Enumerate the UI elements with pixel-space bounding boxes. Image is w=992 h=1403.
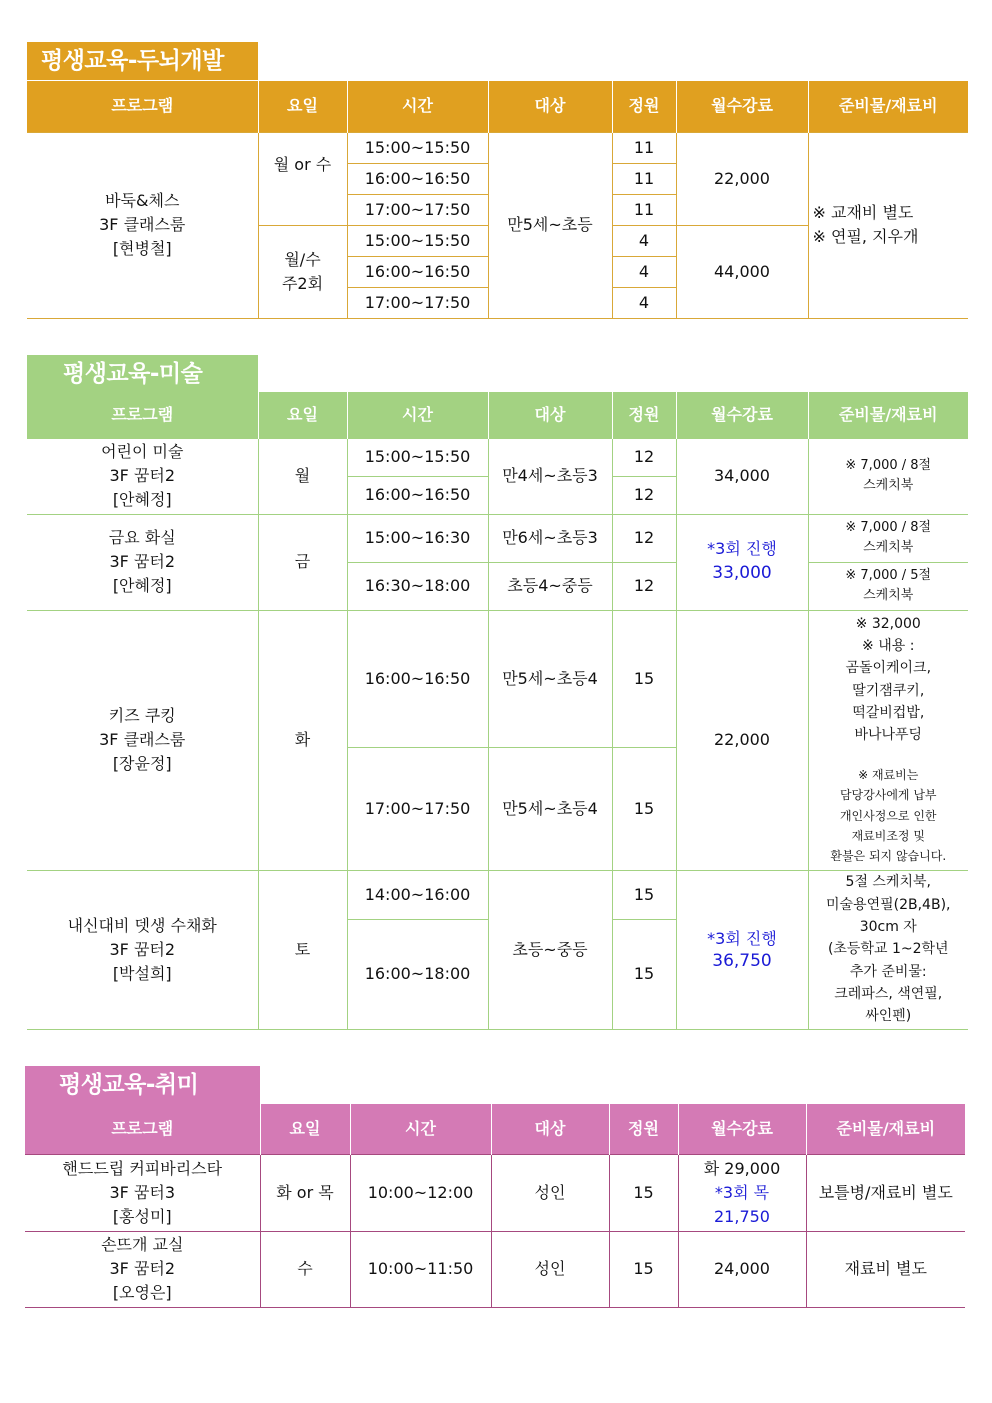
capacity-cell: 15 xyxy=(612,870,676,919)
section-title-hobby: 평생교육-취미 xyxy=(25,1066,260,1104)
capacity-cell: 15 xyxy=(609,1154,678,1231)
capacity-cell: 4 xyxy=(612,287,676,318)
fee-cell: 22,000 xyxy=(676,132,808,225)
time-cell: 16:00~16:50 xyxy=(347,256,488,287)
capacity-cell: 15 xyxy=(609,1231,678,1307)
target-cell: 성인 xyxy=(491,1154,609,1231)
capacity-cell: 11 xyxy=(612,163,676,194)
time-cell: 16:30~18:00 xyxy=(347,562,488,610)
table-header xyxy=(27,81,968,132)
brain-table xyxy=(27,81,968,319)
capacity-cell: 12 xyxy=(612,562,676,610)
target-cell: 초등4~중등 xyxy=(488,562,612,610)
target-cell: 만4세~초등3 xyxy=(488,438,612,514)
table-row xyxy=(25,1154,965,1231)
program-name: 키즈 쿠킹 3F 클래스룸 [장윤정] xyxy=(27,610,258,870)
header-time: 시간 xyxy=(350,1104,491,1154)
header-materials: 준비물/재료비 xyxy=(808,81,968,132)
section-title-art: 평생교육-미술 xyxy=(27,355,258,393)
header-fee: 월수강료 xyxy=(676,81,808,132)
table-row xyxy=(27,132,968,163)
target-cell: 성인 xyxy=(491,1231,609,1307)
day-cell: 월 or 수 xyxy=(258,132,347,225)
fee-line-2: *3회 목 xyxy=(714,1182,770,1202)
table-row xyxy=(27,870,968,919)
materials-cell: ※ 7,000 / 5절 스케치북 xyxy=(808,562,968,610)
capacity-cell: 15 xyxy=(612,747,676,870)
header-day: 요일 xyxy=(260,1104,350,1154)
header-target: 대상 xyxy=(488,392,612,438)
art-table xyxy=(27,392,968,1030)
table-header xyxy=(27,392,968,438)
materials-cell: 5절 스케치북, 미술용연필(2B,4B), 30cm 자 (초등학교 1~2학년 추가 준비물: 크레파스, 색연필, 싸인펜) xyxy=(808,870,968,1029)
day-cell: 화 or 목 xyxy=(260,1154,350,1231)
time-cell: 15:00~15:50 xyxy=(347,225,488,256)
program-name: 금요 화실 3F 꿈터2 [안혜정] xyxy=(27,514,258,610)
fee-value: 33,000 xyxy=(712,563,772,584)
fee-cell xyxy=(676,514,808,610)
fee-cell: 44,000 xyxy=(676,225,808,318)
time-cell: 16:00~16:50 xyxy=(347,476,488,514)
day-cell: 월/수 주2회 xyxy=(258,225,347,318)
target-cell: 초등~중등 xyxy=(488,870,612,1029)
header-capacity: 정원 xyxy=(609,1104,678,1154)
day-cell: 수 xyxy=(260,1231,350,1307)
header-materials: 준비물/재료비 xyxy=(806,1104,965,1154)
materials-cell: 보틀병/재료비 별도 xyxy=(806,1154,965,1231)
materials-cell xyxy=(808,610,968,870)
program-name: 바둑&체스 3F 클래스룸 [현병철] xyxy=(27,132,258,318)
time-cell: 17:00~17:50 xyxy=(347,287,488,318)
time-cell: 15:00~15:50 xyxy=(347,132,488,163)
day-cell: 토 xyxy=(258,870,347,1029)
time-cell: 15:00~15:50 xyxy=(347,438,488,476)
capacity-cell: 15 xyxy=(612,610,676,747)
fee-cell: 24,000 xyxy=(678,1231,806,1307)
capacity-cell: 12 xyxy=(612,476,676,514)
materials-cell: ※ 7,000 / 8절 스케치북 xyxy=(808,438,968,514)
target-cell: 만5세~초등 xyxy=(488,132,612,318)
time-cell: 16:00~16:50 xyxy=(347,610,488,747)
day-cell: 화 xyxy=(258,610,347,870)
materials-main: ※ 32,000 ※ 내용 : 곰돌이케이크, 딸기잼쿠키, 떡갈비컵밥, 바나나푸딩 xyxy=(845,615,932,744)
capacity-cell: 4 xyxy=(612,225,676,256)
table-row xyxy=(27,514,968,562)
materials-cell: ※ 교재비 별도 ※ 연필, 지우개 xyxy=(808,132,968,318)
header-day: 요일 xyxy=(258,81,347,132)
materials-cell: 재료비 별도 xyxy=(806,1231,965,1307)
capacity-cell: 12 xyxy=(612,438,676,476)
header-fee: 월수강료 xyxy=(676,392,808,438)
program-name: 내신대비 뎃생 수채화 3F 꿈터2 [박설희] xyxy=(27,870,258,1029)
materials-cell: ※ 7,000 / 8절 스케치북 xyxy=(808,514,968,562)
fee-value: 36,750 xyxy=(712,951,772,972)
time-cell: 17:00~17:50 xyxy=(347,194,488,225)
fee-line-3: 21,750 xyxy=(714,1206,770,1226)
capacity-cell: 12 xyxy=(612,514,676,562)
header-program: 프로그램 xyxy=(27,81,258,132)
fee-cell: 34,000 xyxy=(676,438,808,514)
header-target: 대상 xyxy=(491,1104,609,1154)
header-capacity: 정원 xyxy=(612,392,676,438)
time-cell: 14:00~16:00 xyxy=(347,870,488,919)
capacity-cell: 11 xyxy=(612,194,676,225)
capacity-cell: 15 xyxy=(612,919,676,1029)
header-capacity: 정원 xyxy=(612,81,676,132)
capacity-cell: 11 xyxy=(612,132,676,163)
section-title-brain: 평생교육-두뇌개발 xyxy=(27,42,258,80)
time-cell: 10:00~12:00 xyxy=(350,1154,491,1231)
fee-note: *3회 진행 xyxy=(707,539,777,559)
header-time: 시간 xyxy=(347,81,488,132)
header-fee: 월수강료 xyxy=(678,1104,806,1154)
table-row xyxy=(25,1231,965,1307)
fee-cell xyxy=(676,870,808,1029)
target-cell: 만5세~초등4 xyxy=(488,747,612,870)
capacity-cell: 4 xyxy=(612,256,676,287)
table-header xyxy=(25,1104,965,1154)
header-program: 프로그램 xyxy=(25,1104,260,1154)
header-target: 대상 xyxy=(488,81,612,132)
program-name: 어린이 미술 3F 꿈터2 [안혜정] xyxy=(27,438,258,514)
hobby-table xyxy=(25,1104,965,1308)
time-cell: 16:00~16:50 xyxy=(347,163,488,194)
day-cell: 금 xyxy=(258,514,347,610)
header-time: 시간 xyxy=(347,392,488,438)
target-cell: 만6세~초등3 xyxy=(488,514,612,562)
time-cell: 16:00~18:00 xyxy=(347,919,488,1029)
header-day: 요일 xyxy=(258,392,347,438)
header-program: 프로그램 xyxy=(27,392,258,438)
time-cell: 15:00~16:30 xyxy=(347,514,488,562)
fee-cell: 22,000 xyxy=(676,610,808,870)
time-cell: 17:00~17:50 xyxy=(347,747,488,870)
fee-line-1: 화 29,000 xyxy=(703,1158,781,1178)
program-name: 핸드드립 커피바리스타 3F 꿈터3 [홍성미] xyxy=(25,1154,260,1231)
day-cell: 월 xyxy=(258,438,347,514)
fee-note: *3회 진행 xyxy=(707,929,777,949)
program-name: 손뜨개 교실 3F 꿈터2 [오영은] xyxy=(25,1231,260,1307)
target-cell: 만5세~초등4 xyxy=(488,610,612,747)
header-materials: 준비물/재료비 xyxy=(808,392,968,438)
materials-note: ※ 재료비는 담당강사에게 납부 개인사정으로 인한 재료비조정 및 환불은 되지 않습니다. xyxy=(830,767,947,864)
time-cell: 10:00~11:50 xyxy=(350,1231,491,1307)
fee-cell xyxy=(678,1154,806,1231)
table-row xyxy=(27,610,968,747)
table-row xyxy=(27,438,968,476)
